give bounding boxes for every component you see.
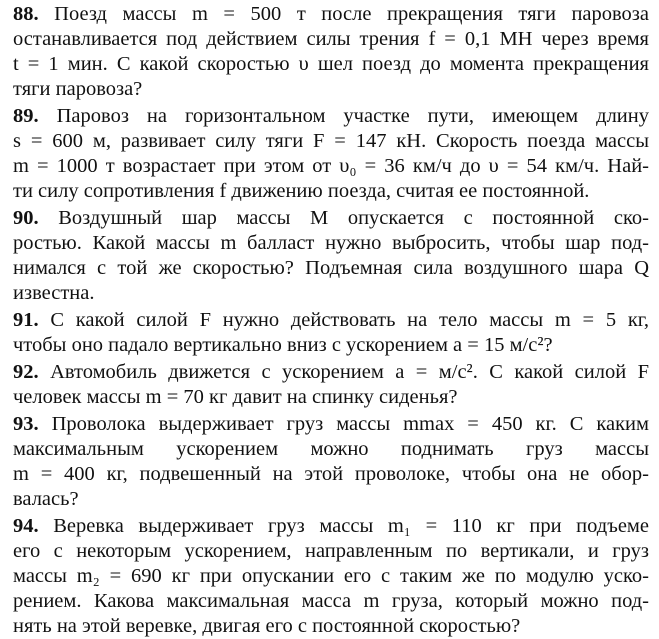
problem-number: 90.: [13, 207, 39, 229]
problem-91: [13, 308, 649, 358]
problem-line: s = 600 м, развивает силу тяги F = 147 кН. Скорость поезда массы: [13, 130, 649, 152]
problem-line: [13, 206, 649, 231]
problem-line: t = 1 мин. С какой скоростью υ шел поезд до момента прекращения: [13, 53, 649, 75]
problem-text: Автомобиль движется с ускорением a = м/с². С какой силой F: [50, 361, 650, 383]
problem-line: валась?: [13, 488, 79, 510]
problem-text: С какой силой F нужно действовать на тело массы m = 5 кг,: [50, 309, 649, 331]
problem-line: [13, 104, 649, 129]
problem-line: m = 400 кг, подвешенный на этой проволоке, чтобы она не обор-: [13, 463, 649, 485]
problem-line: максимальным ускорением можно поднимать груз массы: [13, 438, 649, 460]
problem-93: [13, 412, 649, 512]
problem-text: Веревка выдерживает груз массы m₁ = 110 кг при подъеме: [53, 515, 649, 537]
problem-text: Паровоз на горизонтальном участке пути, имеющем длину: [56, 105, 650, 127]
problem-line: [13, 360, 649, 385]
problem-line: [13, 2, 649, 27]
problem-line: нимался с той же скоростью? Подъемная сила воздушного шара Q: [13, 257, 649, 279]
problem-text: Поезд массы m = 500 т после прекращения тяги паровоза: [54, 3, 650, 25]
problem-number: 91.: [13, 309, 39, 331]
problem-line: m = 1000 т возрастает при этом от υ₀ = 36 км/ч до υ = 54 км/ч. Най-: [13, 155, 649, 177]
problem-line: рением. Какова максимальная масса m груза, который можно под-: [13, 590, 649, 612]
problem-line: тяги паровоза?: [13, 78, 143, 100]
problem-line: [13, 308, 649, 333]
problem-line: нять на этой веревке, двигая его с постоянной скоростью?: [13, 615, 521, 637]
problem-number: 88.: [13, 3, 39, 25]
problem-line: останавливается под действием силы трения f = 0,1 МН через время: [13, 28, 649, 50]
problem-text: Воздушный шар массы M опускается с постоянной ско-: [58, 207, 649, 229]
problem-line: [13, 514, 649, 539]
problem-88: [13, 2, 649, 102]
problem-94: [13, 514, 649, 639]
problem-line: чтобы оно падало вертикально вниз с ускорением a = 15 м/с²?: [13, 334, 553, 356]
problem-line: его с некоторым ускорением, направленным по вертикали, и груз: [13, 540, 649, 562]
problem-number: 93.: [13, 413, 39, 435]
problem-line: известна.: [13, 282, 95, 304]
problem-number: 94.: [13, 515, 39, 537]
problem-89: [13, 104, 649, 204]
problem-line: ти силу сопротивления f движению поезда, считая ее постоянной.: [13, 180, 590, 202]
problem-92: [13, 360, 649, 410]
problem-line: человек массы m = 70 кг давит на спинку сиденья?: [13, 386, 458, 408]
problem-90: [13, 206, 649, 306]
problem-number: 89.: [13, 105, 39, 127]
problem-line: массы m₂ = 690 кг при опускании его с таким же по модулю уско-: [13, 565, 649, 587]
problem-text: Проволока выдерживает груз массы mmax = 450 кг. С каким: [51, 413, 649, 435]
problem-line: [13, 412, 649, 437]
problem-number: 92.: [13, 361, 39, 383]
problem-line: ростью. Какой массы m балласт нужно выбросить, чтобы шар под-: [13, 232, 649, 254]
